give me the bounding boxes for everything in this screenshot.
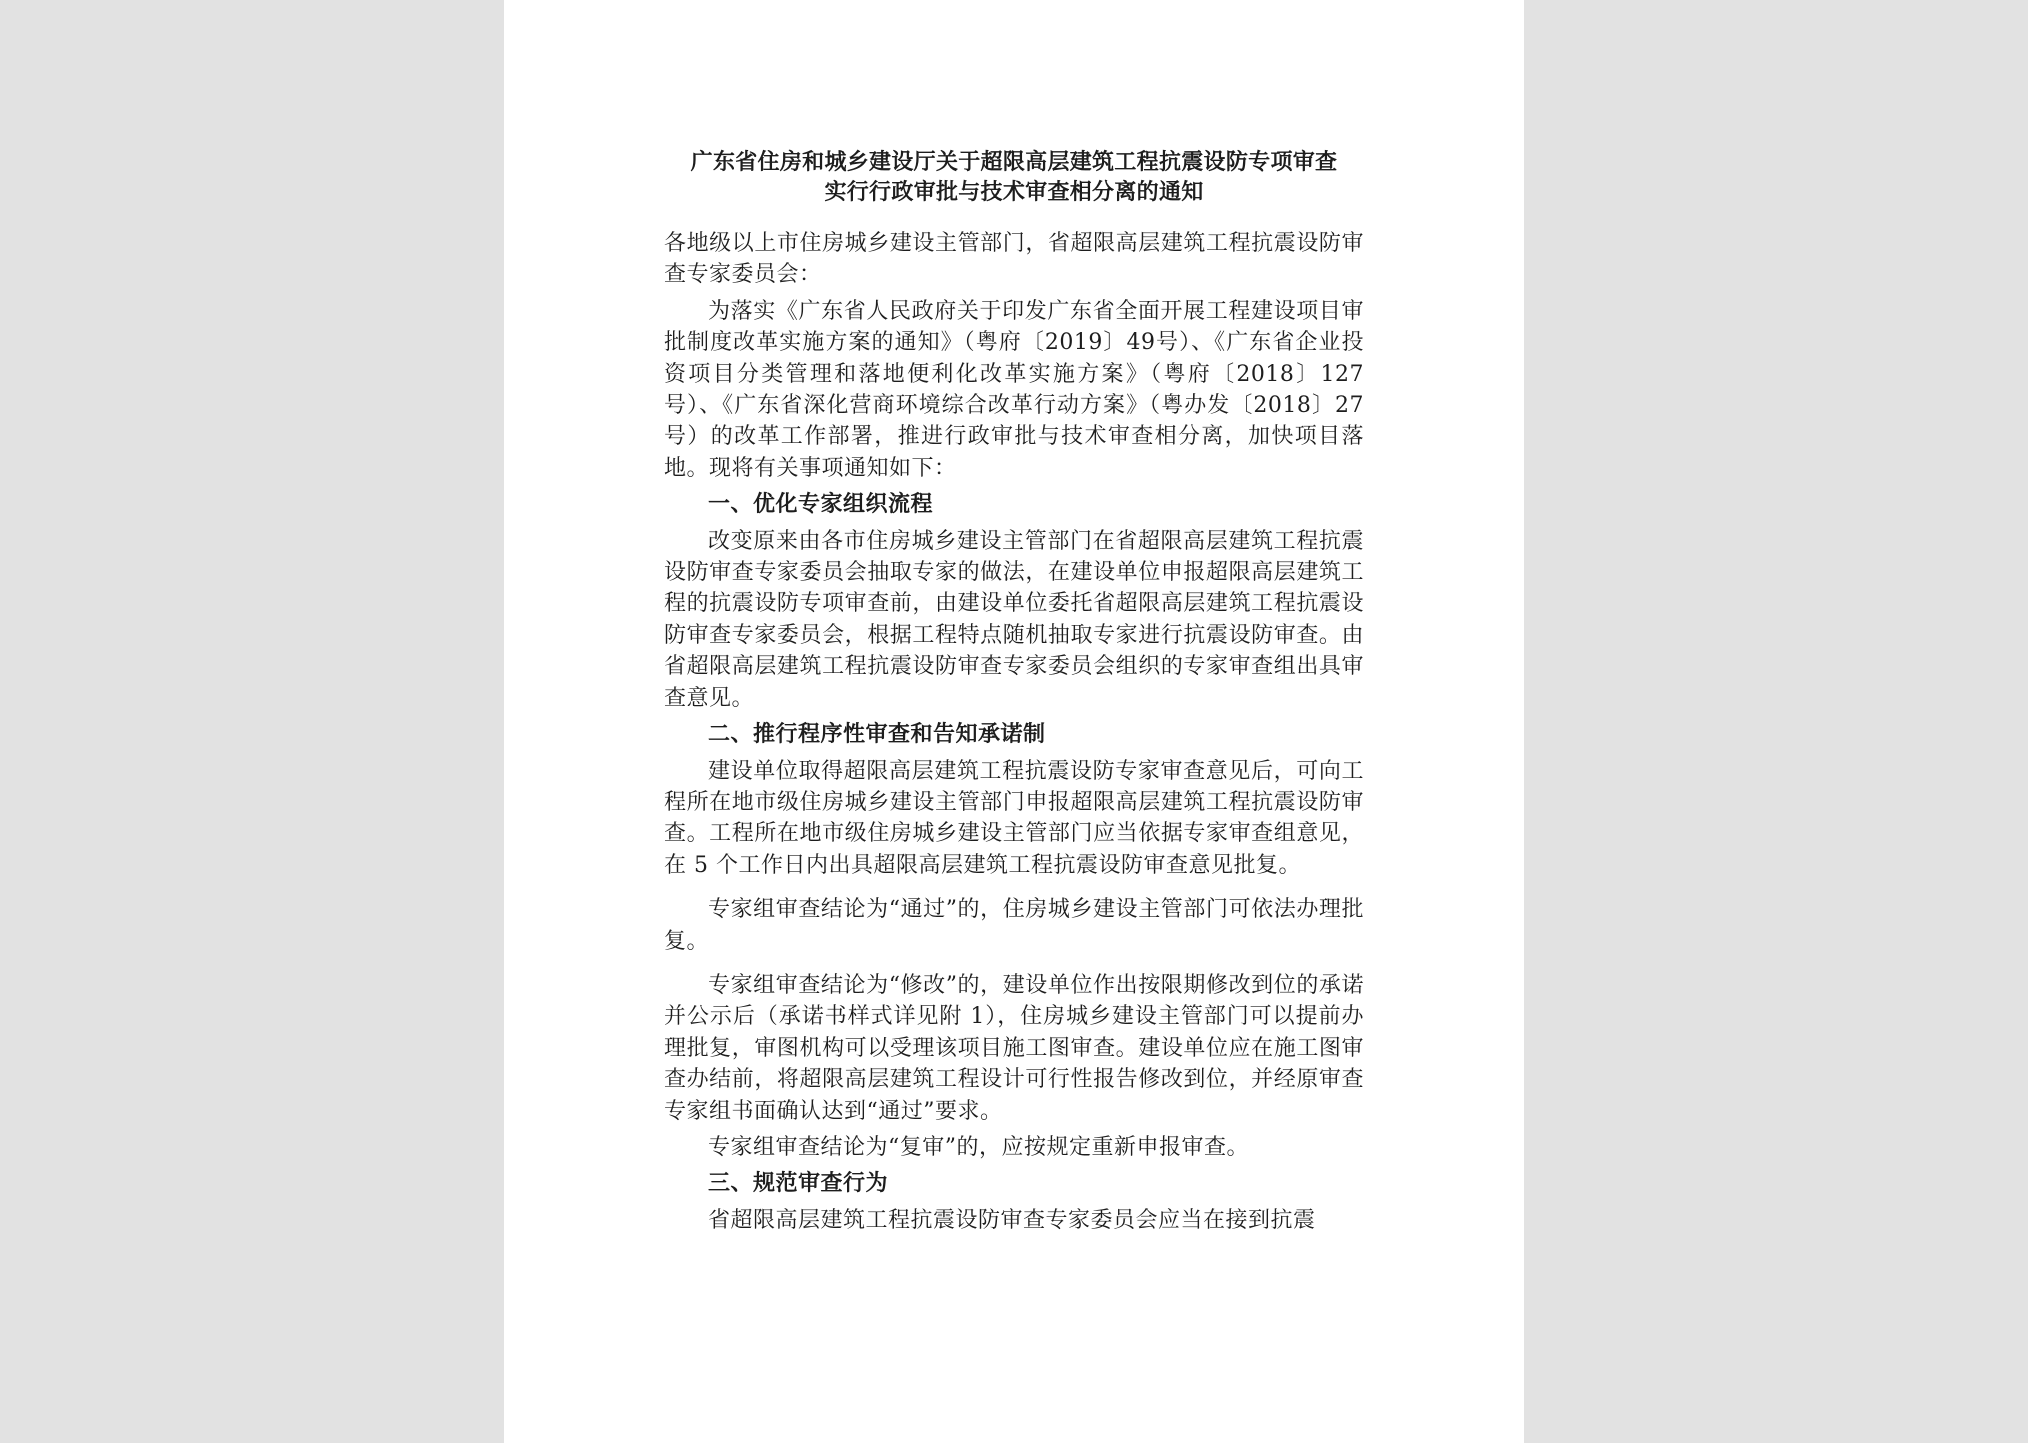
title-line-2: 实行行政审批与技术审查相分离的通知 [824, 180, 1204, 205]
section-2-paragraph-2: 专家组审查结论为“通过”的，住房城乡建设主管部门可依法办理批复。 [664, 897, 1364, 954]
page-content [664, 148, 1364, 1241]
section-3-heading: 三、规范审查行为 [708, 1171, 889, 1197]
addressee: 各地级以上市住房城乡建设主管部门，省超限高层建筑工程抗震设防审查专家委员会： [664, 231, 1364, 288]
section-2-paragraph-3: 专家组审查结论为“修改”的，建设单位作出按限期修改到位的承诺并公示后（承诺书样式详见附 1），住房城乡建设主管部门可以提前办理批复，审图机构可以受理该项目施工图审查。建设单位应在施工图审查办结前，将超限高层建筑工程设计可行性报告修改到位，并经原审查专家组书面确认达到“通过”要求。 [664, 972, 1364, 1124]
section-2-paragraph-1: 建设单位取得超限高层建筑工程抗震设防专家审查意见后，可向工程所在地市级住房城乡建设主管部门申报超限高层建筑工程抗震设防审查。工程所在地市级住房城乡建设主管部门应当依据专家审查组意见，在 5 个工作日内出具超限高层建筑工程抗震设防审查意见批复。 [664, 758, 1364, 878]
section-1-paragraph: 改变原来由各市住房城乡建设主管部门在省超限高层建筑工程抗震设防审查专家委员会抽取专家的做法，在建设单位申报超限高层建筑工程的抗震设防专项审查前，由建设单位委托省超限高层建筑工程抗震设防审查专家委员会，根据工程特点随机抽取专家进行抗震设防审查。由省超限高层建筑工程抗震设防审查专家委员会组织的专家审查组出具审查意见。 [664, 528, 1364, 711]
document-page [504, 0, 1524, 1443]
section-2-paragraph-4: 专家组审查结论为“复审”的，应按规定重新申报审查。 [708, 1134, 1249, 1160]
section-3-paragraph: 省超限高层建筑工程抗震设防审查专家委员会应当在接到抗震 [708, 1207, 1316, 1233]
document-title [664, 148, 1364, 208]
title-line-1: 广东省住房和城乡建设厅关于超限高层建筑工程抗震设防专项审查 [690, 150, 1338, 175]
intro-paragraph: 为落实《广东省人民政府关于印发广东省全面开展工程建设项目审批制度改革实施方案的通知》（粤府〔2019〕49号）、《广东省企业投资项目分类管理和落地便利化改革实施方案》（粤府〔2018〕127号）、《广东省深化营商环境综合改革行动方案》（粤办发〔2018〕27号）的改革工作部署，推进行政审批与技术审查相分离，加快项目落地。现将有关事项通知如下： [664, 298, 1364, 481]
section-2-heading: 二、推行程序性审查和告知承诺制 [708, 722, 1046, 748]
section-1-heading: 一、优化专家组织流程 [708, 492, 934, 518]
